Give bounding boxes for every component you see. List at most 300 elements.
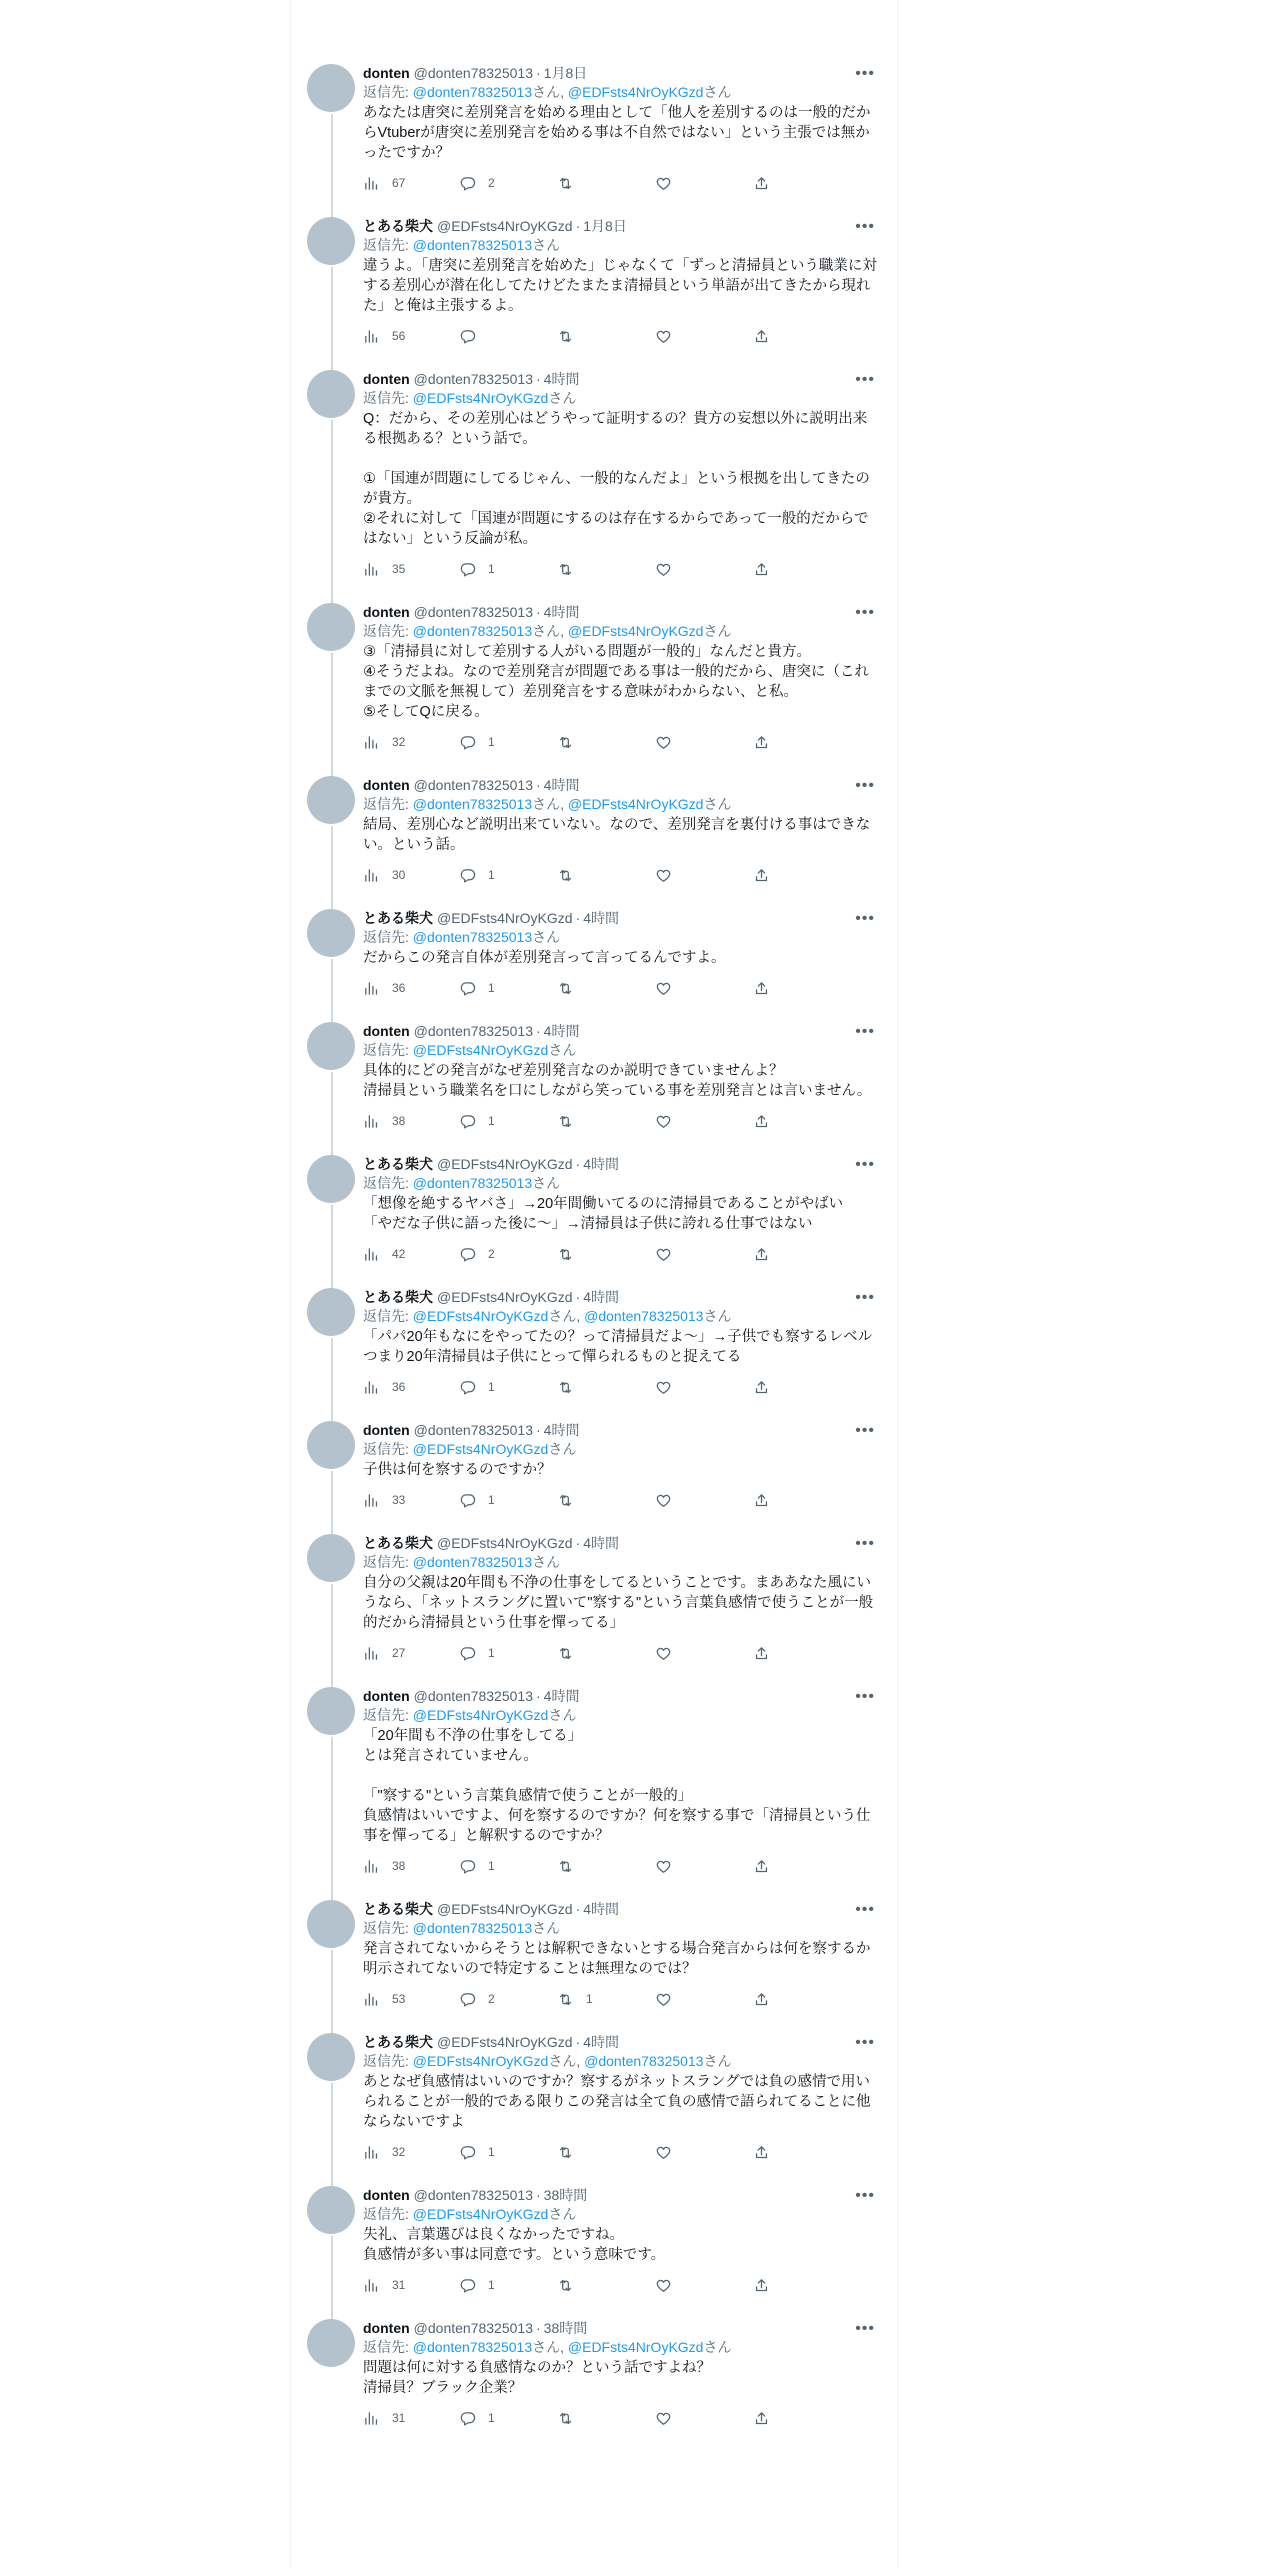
retweet-icon: [557, 734, 574, 751]
author-name[interactable]: donten: [363, 604, 410, 620]
separator-dot: ·: [535, 1688, 541, 1704]
views-button[interactable]: [363, 980, 459, 997]
tweet[interactable]: [291, 1522, 897, 1675]
retweet-button[interactable]: [557, 2410, 655, 2427]
avatar[interactable]: [307, 1900, 355, 1948]
reply-count: 2: [488, 176, 495, 190]
mention-link[interactable]: @donten78325013: [412, 237, 533, 253]
replying-to: [363, 1440, 877, 1459]
reply-button[interactable]: [459, 1246, 557, 1263]
views-button[interactable]: [363, 734, 459, 751]
action-bar: [363, 557, 877, 591]
retweet-button[interactable]: [557, 328, 655, 345]
author-name[interactable]: とある柴犬: [363, 1901, 433, 1917]
action-bar: [363, 730, 877, 764]
timestamp[interactable]: 4時間: [543, 777, 580, 793]
more-icon[interactable]: •••: [855, 64, 875, 82]
timestamp[interactable]: 4時間: [543, 1688, 580, 1704]
views-icon: [363, 867, 380, 884]
like-button[interactable]: [655, 1991, 753, 2008]
retweet-button[interactable]: [557, 1645, 655, 1662]
like-button[interactable]: [655, 1113, 753, 1130]
mention-link[interactable]: @EDFsts4NrOyKGzd: [567, 84, 704, 100]
mention-link[interactable]: @EDFsts4NrOyKGzd: [567, 796, 704, 812]
retweet-button[interactable]: [557, 561, 655, 578]
author-handle[interactable]: @EDFsts4NrOyKGzd: [437, 1156, 573, 1172]
views-button[interactable]: [363, 561, 459, 578]
replying-to: [363, 2052, 877, 2071]
more-icon[interactable]: •••: [855, 1900, 875, 1918]
tweet[interactable]: [291, 1888, 897, 2021]
share-button[interactable]: [753, 1379, 793, 1396]
mention-link[interactable]: @donten78325013: [412, 84, 533, 100]
share-icon: [753, 175, 770, 192]
reply-button[interactable]: [459, 867, 557, 884]
author-handle[interactable]: @EDFsts4NrOyKGzd: [437, 218, 573, 234]
more-icon[interactable]: •••: [855, 1687, 875, 1705]
mention-link[interactable]: @donten78325013: [412, 1554, 533, 1570]
reply-button[interactable]: [459, 561, 557, 578]
avatar-column: [307, 370, 357, 591]
replying-to-mentions: [413, 237, 560, 253]
mention-link[interactable]: @EDFsts4NrOyKGzd: [567, 623, 704, 639]
author-handle[interactable]: @donten78325013: [413, 2320, 533, 2336]
retweet-button[interactable]: [557, 1246, 655, 1263]
like-button[interactable]: [655, 2277, 753, 2294]
share-button[interactable]: [753, 2277, 793, 2294]
replying-to-label: 返信先:: [363, 796, 413, 812]
tweet[interactable]: [291, 897, 897, 1010]
mention-link[interactable]: @EDFsts4NrOyKGzd: [567, 2339, 704, 2355]
share-button[interactable]: [753, 2144, 793, 2161]
timestamp[interactable]: 4時間: [543, 1422, 580, 1438]
views-button[interactable]: [363, 328, 459, 345]
author-handle[interactable]: @EDFsts4NrOyKGzd: [437, 1289, 573, 1305]
views-icon: [363, 1991, 380, 2008]
separator-dot: ·: [535, 1422, 541, 1438]
avatar[interactable]: [307, 370, 355, 418]
timestamp[interactable]: 1月8日: [583, 218, 627, 234]
mention-link[interactable]: @donten78325013: [412, 1920, 533, 1936]
mention-link[interactable]: @donten78325013: [412, 796, 533, 812]
tweet-header: [363, 1687, 877, 1706]
replying-to-label: 返信先:: [363, 1707, 413, 1723]
retweet-button[interactable]: [557, 734, 655, 751]
author-handle[interactable]: @donten78325013: [413, 1023, 533, 1039]
timestamp[interactable]: 4時間: [583, 1901, 620, 1917]
mention-suffix: さん: [703, 2339, 732, 2355]
author-name[interactable]: donten: [363, 1422, 410, 1438]
replying-to-mentions: [413, 1707, 577, 1723]
views-button[interactable]: [363, 1246, 459, 1263]
author-handle[interactable]: @donten78325013: [413, 65, 533, 81]
reply-button[interactable]: [459, 1492, 557, 1509]
retweet-button[interactable]: [557, 175, 655, 192]
views-count: 42: [392, 1247, 406, 1261]
like-button[interactable]: [655, 2410, 753, 2427]
timestamp[interactable]: 4時間: [583, 1289, 620, 1305]
share-button[interactable]: [753, 1113, 793, 1130]
mention-link[interactable]: @donten78325013: [412, 623, 533, 639]
retweet-button[interactable]: [557, 980, 655, 997]
share-icon: [753, 1246, 770, 1263]
timestamp[interactable]: 4時間: [543, 371, 580, 387]
avatar[interactable]: [307, 1687, 355, 1735]
views-button[interactable]: [363, 2277, 459, 2294]
share-icon: [753, 980, 770, 997]
share-icon: [753, 1991, 770, 2008]
timestamp[interactable]: 4時間: [543, 1023, 580, 1039]
avatar-column: [307, 2033, 357, 2174]
reply-button[interactable]: [459, 980, 557, 997]
more-icon[interactable]: •••: [855, 217, 875, 235]
author-name[interactable]: donten: [363, 2187, 410, 2203]
more-icon[interactable]: •••: [855, 776, 875, 794]
author-name[interactable]: donten: [363, 371, 410, 387]
replying-to: [363, 1706, 877, 1725]
tweet-header: [363, 1534, 877, 1553]
avatar[interactable]: [307, 1534, 355, 1582]
reply-count: 1: [488, 1493, 495, 1507]
mention-link[interactable]: @EDFsts4NrOyKGzd: [412, 1441, 549, 1457]
views-count: 32: [392, 735, 406, 749]
tweet-body: [363, 2186, 881, 2307]
timestamp[interactable]: 4時間: [583, 910, 620, 926]
mention-suffix: さん: [548, 2053, 577, 2069]
author-name[interactable]: とある柴犬: [363, 2034, 433, 2050]
reply-icon: [459, 2277, 476, 2294]
like-icon: [655, 734, 672, 751]
author-handle[interactable]: @donten78325013: [413, 777, 533, 793]
avatar[interactable]: [307, 1421, 355, 1469]
timestamp[interactable]: 4時間: [583, 1535, 620, 1551]
views-icon: [363, 980, 380, 997]
share-button[interactable]: [753, 328, 793, 345]
mention-link[interactable]: @EDFsts4NrOyKGzd: [412, 2053, 549, 2069]
author-name[interactable]: とある柴犬: [363, 1156, 433, 1172]
separator-dot: ·: [575, 218, 581, 234]
more-icon[interactable]: •••: [855, 2033, 875, 2051]
views-count: 33: [392, 1493, 406, 1507]
separator-dot: ·: [575, 1156, 581, 1172]
author-handle[interactable]: @EDFsts4NrOyKGzd: [437, 2034, 573, 2050]
avatar[interactable]: [307, 1288, 355, 1336]
more-icon[interactable]: •••: [855, 1421, 875, 1439]
author-name[interactable]: donten: [363, 1023, 410, 1039]
retweet-button[interactable]: [557, 1113, 655, 1130]
author-name[interactable]: とある柴犬: [363, 218, 433, 234]
like-button[interactable]: [655, 1379, 753, 1396]
reply-count: 1: [488, 1859, 495, 1873]
tweet-text: 発言されてないからそうとは解釈できないとする場合発言からは何を察するか明示されてないので特定することは無理なのでは？: [363, 1941, 871, 1977]
action-bar: [363, 1109, 877, 1143]
author-handle[interactable]: @donten78325013: [413, 2187, 533, 2203]
avatar[interactable]: [307, 64, 355, 112]
reply-button[interactable]: [459, 175, 557, 192]
avatar[interactable]: [307, 603, 355, 651]
tweet[interactable]: [291, 2174, 897, 2307]
more-icon[interactable]: •••: [855, 909, 875, 927]
mention-separator: ,: [560, 2339, 568, 2355]
tweet-header: [363, 776, 877, 795]
views-button[interactable]: [363, 867, 459, 884]
author-handle[interactable]: @EDFsts4NrOyKGzd: [437, 910, 573, 926]
share-button[interactable]: [753, 561, 793, 578]
mention-suffix: さん: [532, 623, 561, 639]
mention-link[interactable]: @donten78325013: [412, 1175, 533, 1191]
retweet-count: 1: [586, 1992, 593, 2006]
tweet[interactable]: [291, 1409, 897, 1522]
replying-to-label: 返信先:: [363, 2053, 413, 2069]
avatar[interactable]: [307, 217, 355, 265]
mention-link[interactable]: @EDFsts4NrOyKGzd: [412, 1308, 549, 1324]
more-icon[interactable]: •••: [855, 1022, 875, 1040]
reply-button[interactable]: [459, 2410, 557, 2427]
like-button[interactable]: [655, 1645, 753, 1662]
views-button[interactable]: [363, 1113, 459, 1130]
like-button[interactable]: [655, 1492, 753, 1509]
tweet[interactable]: [291, 205, 897, 358]
replying-to-mentions: [413, 1308, 732, 1324]
like-button[interactable]: [655, 1858, 753, 1875]
avatar[interactable]: [307, 2033, 355, 2081]
avatar[interactable]: [307, 2186, 355, 2234]
reply-button[interactable]: [459, 1113, 557, 1130]
reply-button[interactable]: [459, 1991, 557, 2008]
mention-link[interactable]: @EDFsts4NrOyKGzd: [412, 390, 549, 406]
author-name[interactable]: donten: [363, 2320, 410, 2336]
author-name[interactable]: とある柴犬: [363, 1289, 433, 1305]
reply-icon: [459, 1492, 476, 1509]
replying-to-label: 返信先:: [363, 2206, 413, 2222]
retweet-button[interactable]: [557, 2144, 655, 2161]
replying-to: [363, 1174, 877, 1193]
like-button[interactable]: [655, 561, 753, 578]
views-button[interactable]: [363, 1645, 459, 1662]
share-button[interactable]: [753, 1858, 793, 1875]
author-handle[interactable]: @EDFsts4NrOyKGzd: [437, 1901, 573, 1917]
reply-count: 1: [488, 868, 495, 882]
tweet[interactable]: [291, 2307, 897, 2440]
share-button[interactable]: [753, 1492, 793, 1509]
action-bar: [363, 1488, 877, 1522]
mention-link[interactable]: @donten78325013: [584, 2053, 704, 2069]
timestamp[interactable]: 4時間: [583, 2034, 620, 2050]
mention-suffix: さん: [532, 1920, 561, 1936]
views-button[interactable]: [363, 1858, 459, 1875]
replying-to-label: 返信先:: [363, 1554, 413, 1570]
avatar-column: [307, 1687, 357, 1888]
tweet[interactable]: [291, 591, 897, 764]
like-icon: [655, 1858, 672, 1875]
timestamp[interactable]: 38時間: [543, 2187, 588, 2203]
views-icon: [363, 2277, 380, 2294]
avatar[interactable]: [307, 2319, 355, 2367]
mention-link[interactable]: @donten78325013: [412, 929, 533, 945]
author-name[interactable]: とある柴犬: [363, 1535, 433, 1551]
views-button[interactable]: [363, 1991, 459, 2008]
reply-icon: [459, 980, 476, 997]
reply-button[interactable]: [459, 328, 557, 345]
share-icon: [753, 2277, 770, 2294]
tweet[interactable]: [291, 1143, 897, 1276]
tweet-header: [363, 1022, 877, 1041]
reply-icon: [459, 328, 476, 345]
tweet-text: あとなぜ負感情はいいのですか？察するがネットスラングでは負の感情で用いられることが一般的である限りこの発言は全て負の感情で語られてることに他ならないですよ: [363, 2074, 871, 2130]
views-button[interactable]: [363, 175, 459, 192]
reply-icon: [459, 1246, 476, 1263]
tweet-body: [363, 1534, 881, 1675]
views-icon: [363, 1645, 380, 1662]
like-button[interactable]: [655, 980, 753, 997]
like-icon: [655, 2410, 672, 2427]
tweet[interactable]: [291, 52, 897, 205]
tweet-body: [363, 776, 881, 897]
retweet-button[interactable]: [557, 2277, 655, 2294]
more-icon[interactable]: •••: [855, 1288, 875, 1306]
avatar[interactable]: [307, 776, 355, 824]
share-button[interactable]: [753, 2410, 793, 2427]
like-icon: [655, 175, 672, 192]
replying-to-mentions: [413, 1042, 577, 1058]
action-bar: [363, 324, 877, 358]
author-handle[interactable]: @EDFsts4NrOyKGzd: [437, 1535, 573, 1551]
share-button[interactable]: [753, 980, 793, 997]
tweet-body: [363, 1288, 881, 1409]
mention-suffix: さん: [532, 796, 561, 812]
reply-button[interactable]: [459, 1379, 557, 1396]
avatar[interactable]: [307, 909, 355, 957]
tweet-body: [363, 1900, 881, 2021]
reply-button[interactable]: [459, 2144, 557, 2161]
share-button[interactable]: [753, 734, 793, 751]
author-handle[interactable]: @donten78325013: [413, 371, 533, 387]
author-handle[interactable]: @donten78325013: [413, 604, 533, 620]
mention-link[interactable]: @donten78325013: [412, 2339, 533, 2355]
reply-count: 1: [488, 1380, 495, 1394]
reply-button[interactable]: [459, 1645, 557, 1662]
replying-to: [363, 1919, 877, 1938]
replying-to: [363, 83, 877, 102]
views-count: 36: [392, 1380, 406, 1394]
replying-to: [363, 928, 877, 947]
like-icon: [655, 1492, 672, 1509]
reply-button[interactable]: [459, 1858, 557, 1875]
like-button[interactable]: [655, 328, 753, 345]
tweet[interactable]: [291, 1276, 897, 1409]
author-name[interactable]: donten: [363, 65, 410, 81]
mention-suffix: さん: [532, 929, 561, 945]
like-button[interactable]: [655, 734, 753, 751]
tweet-text: 「パパ20年もなにをやってたの？って清掃員だよ〜」→子供でも察するレベルつまり20年清掃員は子供にとって憚られるものと捉えてる: [363, 1329, 873, 1365]
mention-suffix: さん: [532, 84, 561, 100]
replying-to-mentions: [413, 1175, 560, 1191]
separator-dot: ·: [535, 371, 541, 387]
more-icon[interactable]: •••: [855, 1155, 875, 1173]
tweet[interactable]: [291, 764, 897, 897]
more-icon[interactable]: •••: [855, 2319, 875, 2337]
mention-link[interactable]: @EDFsts4NrOyKGzd: [412, 1707, 549, 1723]
like-button[interactable]: [655, 175, 753, 192]
author-handle[interactable]: @donten78325013: [413, 1688, 533, 1704]
like-button[interactable]: [655, 867, 753, 884]
reply-icon: [459, 175, 476, 192]
views-button[interactable]: [363, 2144, 459, 2161]
views-count: 56: [392, 329, 406, 343]
tweet-header: [363, 2033, 877, 2052]
avatar[interactable]: [307, 1155, 355, 1203]
tweet-body: [363, 64, 881, 205]
author-handle[interactable]: @donten78325013: [413, 1422, 533, 1438]
tweet-body: [363, 603, 881, 764]
retweet-button[interactable]: [557, 1858, 655, 1875]
replying-to: [363, 1041, 877, 1060]
like-button[interactable]: [655, 2144, 753, 2161]
avatar-column: [307, 2186, 357, 2307]
retweet-button[interactable]: [557, 1492, 655, 1509]
mention-suffix: さん: [532, 1175, 561, 1191]
separator-dot: ·: [535, 2187, 541, 2203]
reply-button[interactable]: [459, 734, 557, 751]
share-button[interactable]: [753, 1645, 793, 1662]
replying-to-label: 返信先:: [363, 1175, 413, 1191]
tweet[interactable]: [291, 2021, 897, 2174]
like-button[interactable]: [655, 1246, 753, 1263]
timestamp[interactable]: 4時間: [543, 604, 580, 620]
retweet-button[interactable]: [557, 867, 655, 884]
reply-icon: [459, 561, 476, 578]
retweet-button[interactable]: [557, 1379, 655, 1396]
thread-feed: [291, 52, 897, 2440]
replying-to-label: 返信先:: [363, 1441, 413, 1457]
action-bar: [363, 171, 877, 205]
mention-link[interactable]: @EDFsts4NrOyKGzd: [412, 1042, 549, 1058]
more-icon[interactable]: •••: [855, 603, 875, 621]
retweet-button[interactable]: [557, 1991, 655, 2008]
tweet-body: [363, 909, 881, 1010]
timestamp[interactable]: 38時間: [543, 2320, 588, 2336]
tweet[interactable]: [291, 1675, 897, 1888]
views-icon: [363, 328, 380, 345]
views-button[interactable]: [363, 1379, 459, 1396]
more-icon[interactable]: •••: [855, 2186, 875, 2204]
author-name[interactable]: donten: [363, 1688, 410, 1704]
share-button[interactable]: [753, 1991, 793, 2008]
views-button[interactable]: [363, 2410, 459, 2427]
timestamp[interactable]: 1月8日: [543, 65, 588, 81]
tweet-body: [363, 2319, 881, 2440]
share-button[interactable]: [753, 175, 793, 192]
share-button[interactable]: [753, 867, 793, 884]
replying-to: [363, 2338, 877, 2357]
like-icon: [655, 980, 672, 997]
avatar[interactable]: [307, 1022, 355, 1070]
views-button[interactable]: [363, 1492, 459, 1509]
mention-link[interactable]: @donten78325013: [584, 1308, 704, 1324]
tweet[interactable]: [291, 1010, 897, 1143]
author-name[interactable]: とある柴犬: [363, 910, 433, 926]
tweet[interactable]: [291, 358, 897, 591]
author-name[interactable]: donten: [363, 777, 410, 793]
replying-to: [363, 795, 877, 814]
share-button[interactable]: [753, 1246, 793, 1263]
timestamp[interactable]: 4時間: [583, 1156, 620, 1172]
reply-button[interactable]: [459, 2277, 557, 2294]
more-icon[interactable]: •••: [855, 1534, 875, 1552]
more-icon[interactable]: •••: [855, 370, 875, 388]
mention-link[interactable]: @EDFsts4NrOyKGzd: [412, 2206, 549, 2222]
tweet-text: 結局、差別心など説明出来ていない。なので、差別発言を裏付ける事はできない。という話。: [363, 817, 871, 853]
